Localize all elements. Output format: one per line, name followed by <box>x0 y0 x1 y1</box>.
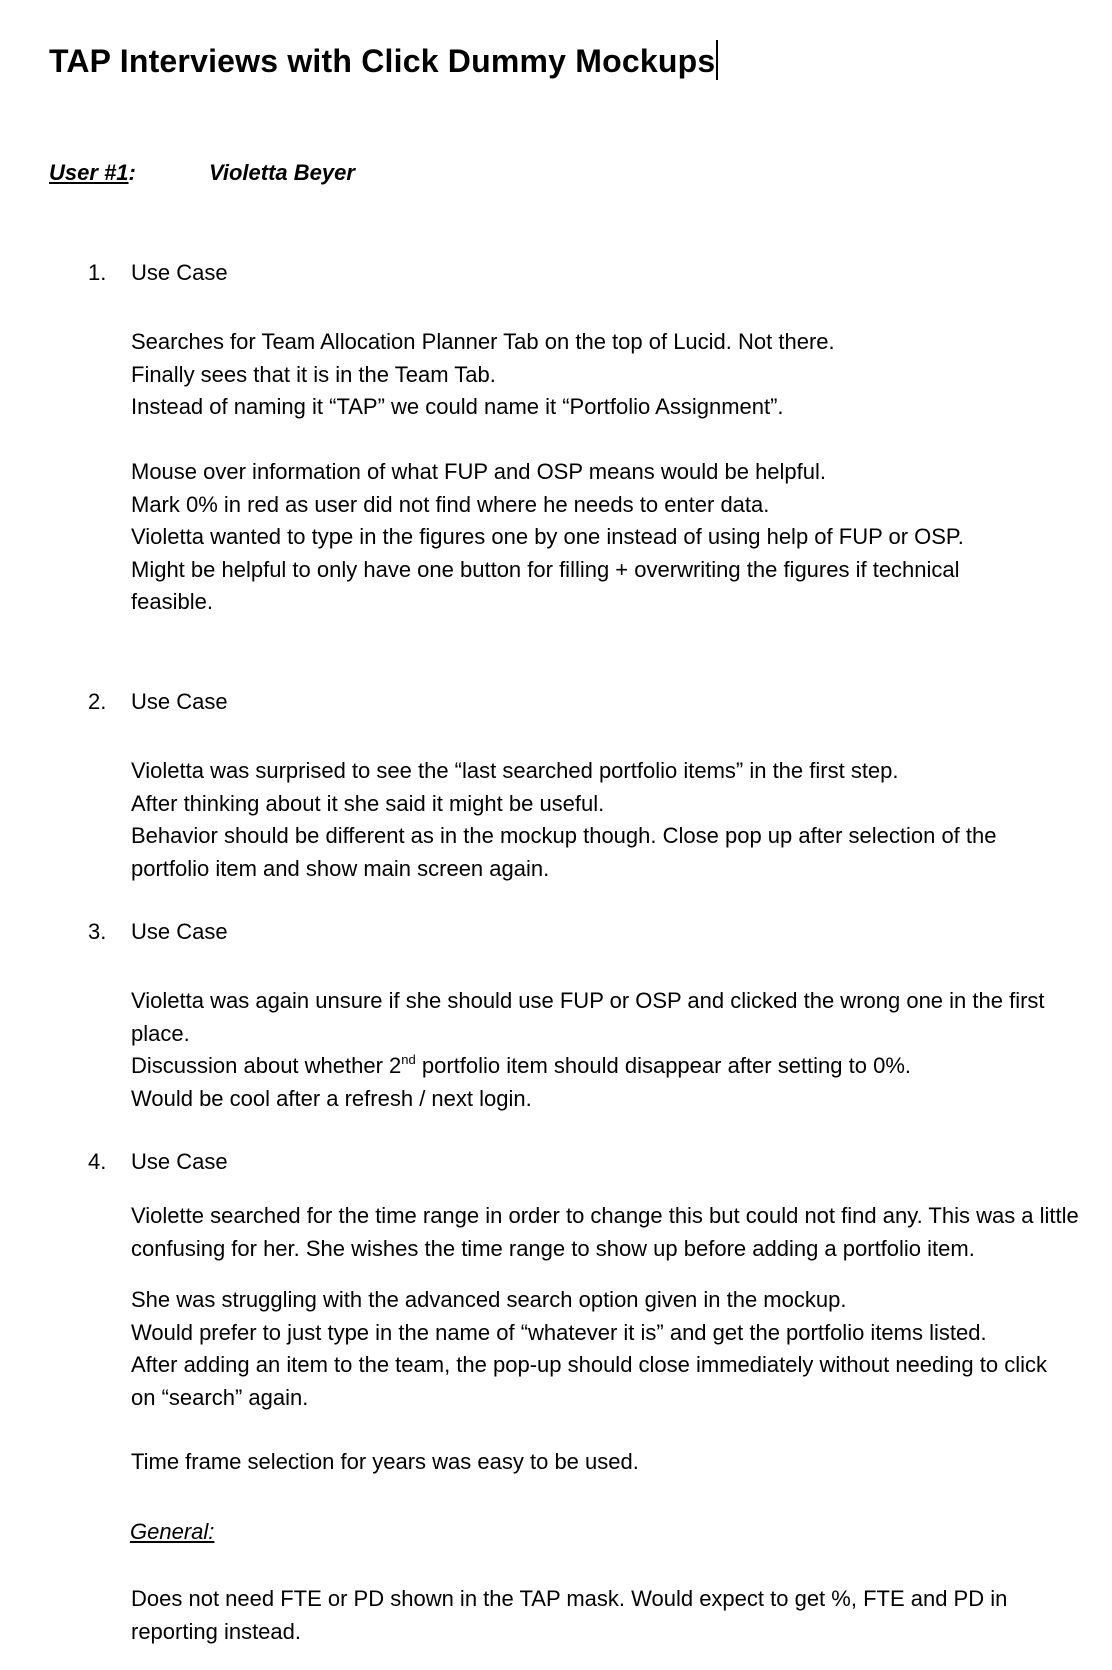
text-line: Violetta was again unsure if she should use FUP or OSP and clicked the wrong one in the first place. <box>131 988 1045 1046</box>
use-case-2-paragraph-1 <box>131 755 1091 885</box>
text-line: Violetta was surprised to see the “last searched portfolio items” in the first step. <box>131 758 899 783</box>
use-case-4-label: Use Case <box>131 1149 228 1174</box>
text-line: After adding an item to the team, the pop-up should close immediately without needing to click on “search” again. <box>131 1352 1047 1410</box>
general-paragraph-1 <box>131 1583 1091 1648</box>
text-line: Searches for Team Allocation Planner Tab on the top of Lucid. Not there. <box>131 329 835 354</box>
use-case-4-paragraph-1 <box>131 1200 1091 1265</box>
text-cursor <box>716 40 718 80</box>
use-case-4-number: 4. <box>88 1149 107 1174</box>
user-name: Violetta Beyer <box>209 160 355 185</box>
user-label: User #1 <box>49 160 129 185</box>
use-case-3-number: 3. <box>88 919 107 944</box>
use-case-3-paragraph-1 <box>131 985 1091 1115</box>
text-line: Behavior should be different as in the mockup though. Close pop up after selection of the portfolio item and show main screen again. <box>131 823 997 881</box>
user-colon: : <box>128 160 136 185</box>
use-case-1-number: 1. <box>88 260 107 285</box>
user-heading <box>49 160 355 186</box>
text-line: Mouse over information of what FUP and OSP means would be helpful. <box>131 459 827 484</box>
use-case-4-paragraph-3 <box>131 1446 1091 1479</box>
text-line: She was struggling with the advanced search option given in the mockup. <box>131 1287 847 1312</box>
use-case-3-label: Use Case <box>131 919 228 944</box>
text-line: Does not need FTE or PD shown in the TAP mask. Would expect to get %, FTE and PD in reporting instead. <box>131 1586 1008 1644</box>
text-line: Violette searched for the time range in order to change this but could not find any. This was a little confusing for her. She wishes the time range to show up before adding a portfolio item. <box>131 1203 1079 1261</box>
use-case-2-label: Use Case <box>131 689 228 714</box>
text-line: Mark 0% in red as user did not find where he needs to enter data. <box>131 491 770 517</box>
text-line: Would prefer to just type in the name of “whatever it is” and get the portfolio items listed. <box>131 1319 987 1345</box>
text-line: Finally sees that it is in the Team Tab. <box>131 361 496 387</box>
use-case-1-paragraph-2 <box>131 456 1091 619</box>
text-line: Would be cool after a refresh / next login. <box>131 1085 532 1111</box>
general-heading: General: <box>130 1519 215 1544</box>
text-line: Violetta wanted to type in the figures one by one instead of using help of FUP or OSP. <box>131 524 964 549</box>
document-title <box>49 40 718 80</box>
text-line: Instead of naming it “TAP” we could name it “Portfolio Assignment”. <box>131 394 784 419</box>
text-line: After thinking about it she said it might be useful. <box>131 790 605 816</box>
use-case-2-number: 2. <box>88 689 107 714</box>
superscript: nd <box>401 1052 416 1067</box>
text-line: Time frame selection for years was easy to be used. <box>131 1449 639 1474</box>
document-title-text: TAP Interviews with Click Dummy Mockups <box>49 43 716 79</box>
use-case-1-label: Use Case <box>131 260 228 285</box>
use-case-1-paragraph-1 <box>131 326 1091 424</box>
use-case-4-paragraph-2 <box>131 1284 1091 1414</box>
text-line: Discussion about whether 2nd portfolio item should disappear after setting to 0%. <box>131 1052 912 1078</box>
text-line: Might be helpful to only have one button for filling + overwriting the figures if technical feasible. <box>131 556 960 614</box>
